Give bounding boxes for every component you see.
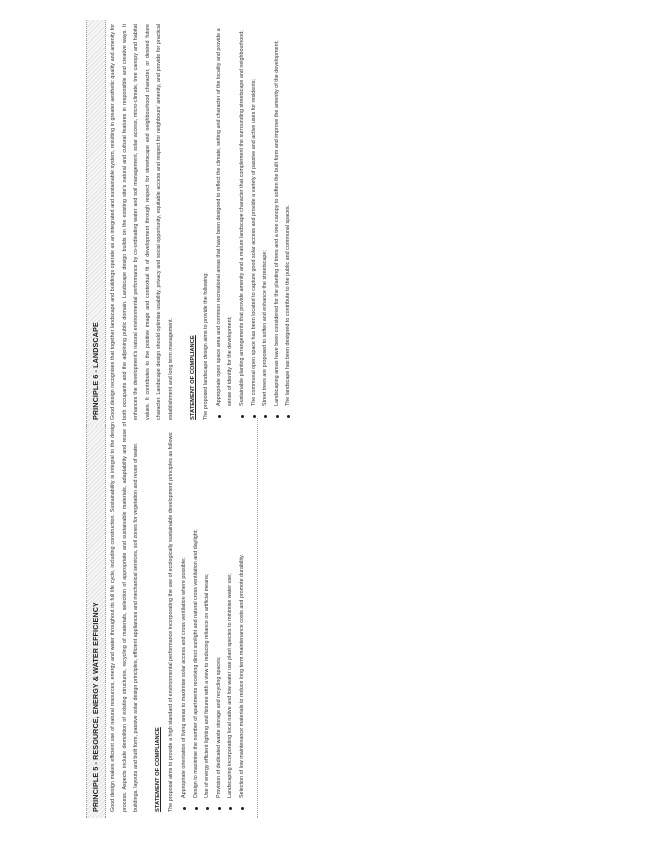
bullet-text: The landscape has been designed to contribute to the public and communal spaces.: [285, 204, 292, 406]
bullet-icon: [218, 415, 221, 418]
list-item: [179, 424, 191, 812]
bullet-icon: [253, 415, 256, 418]
bullet-text: The communal open space has been located to capture good solar access and provide a variety of passive and active uses for residents;: [250, 79, 257, 406]
principle-6-intro-text: Good design recognises that together landscape and buildings operate as an integrated and sustainable system, resulting in greater aesthetic quality and amenity for both occupants and the adjoining public domain. Landscape design builds on the existing site's natural and cultural features in responsible and creative ways. It enhances the development's natural environmental performance by co-ordinating water and soil management, solar access, micro-climate, tree canopy and habitat values. It contributes to the positive image and contextual fit of development through respect for streetscape and neighbourhood character, or desired future character. Landscape design should optimise usability, privacy and social opportunity, equitable access and respect for neighbours' amenity, and provide for practical establishment and long term management.: [110, 24, 174, 420]
list-item: [202, 424, 214, 812]
bullet-icon: [183, 807, 186, 810]
bullet-icon: [195, 807, 198, 810]
principle-5-intro-text: Good design makes efficient use of natural resources, energy and water throughout its full life cycle, including construction. Sustainability is integral to the design process. Aspects include demolition of existing structures, recycling of materials, selection of appropriate and sustainable materials, adaptability and reuse of buildings, layouts and built form, passive solar design principles, efficient appliances and mechanical services, soil zones for vegetation and reuse of water.: [110, 422, 140, 812]
bullet-icon: [206, 807, 209, 810]
principle-5-compliance-heading: STATEMENT OF COMPLIANCE: [154, 727, 161, 812]
bullet-icon: [287, 415, 290, 418]
bullet-text: Landscaping areas have been considered for the planting of trees and a tree canopy to soften the built form and improve the amenity of the development;: [273, 40, 280, 406]
principle-5-intro: [106, 418, 143, 818]
principle-6-compliance-heading: STATEMENT OF COMPLIANCE: [189, 335, 196, 420]
bullet-icon: [241, 415, 244, 418]
bullet-icon: [264, 415, 267, 418]
principle-6-compliance-lead: The proposed landscape design aims to provide the following:: [203, 272, 210, 420]
list-item: [283, 26, 295, 420]
list-item: [237, 424, 249, 812]
principle-5-compliance-lead: The proposal aims to provide a high standard of environmental performance incorporating the use of ecologically sustainable development principles as follows:: [168, 431, 175, 812]
bullet-text: Appropriate open space area and common recreational areas that have been designed to reflect the climate, setting and character of the locality and provide a sense of identity for the development;: [215, 28, 234, 406]
bullet-text: Use of energy efficient lighting and fixtures with a view to reducing reliance on artificial means;: [204, 573, 211, 798]
bullet-icon: [241, 807, 244, 810]
list-item: [260, 26, 272, 420]
bullet-text: Provision of dedicated waste storage and recycling spaces;: [215, 656, 222, 798]
principle-5-header: [86, 418, 106, 818]
bullet-text: Sustainable planting arrangements that provide amenity and a mature landscape character that complement the surrounding streetscape and neighbourhood;: [238, 30, 245, 406]
principle-6-title: PRINCIPLE 6 - LANDSCAPE: [91, 322, 101, 420]
principle-6-header: [86, 20, 106, 426]
list-item: [214, 424, 226, 812]
bullet-text: Appropriate orientation of living areas to maximise solar access and cross ventilation where possible;: [180, 557, 187, 798]
principle-6-intro: [106, 20, 178, 426]
bullet-text: Design to maximise the number of apartments receiving direct sunlight and natural cross ventilation and daylight;: [192, 529, 199, 798]
bullet-text: Street trees are proposed to soften and enhance the streetscape;: [262, 250, 269, 406]
principle-6-section: [86, 20, 295, 426]
list-item: [249, 26, 261, 420]
principle-5-bottom-rule: [257, 418, 258, 818]
bullet-text: Landscaping incorporating local native and low water use plant species to minimise water use;: [227, 573, 234, 798]
list-item: [214, 26, 237, 420]
list-item: [272, 26, 284, 420]
principle-6-bullet-list: [214, 20, 295, 426]
bullet-icon: [229, 807, 232, 810]
bullet-text: Selection of low maintenance materials to reduce long term maintenance costs and promote durability.: [238, 554, 245, 798]
principle-5-bullet-list: [179, 418, 249, 818]
list-item: [191, 424, 203, 812]
bullet-icon: [276, 415, 279, 418]
principle-5-title: PRINCIPLE 5 - RESOURCE, ENERGY & WATER EFFICIENCY: [91, 602, 101, 812]
list-item: [225, 424, 237, 812]
principle-5-section: [86, 418, 258, 818]
list-item: [237, 26, 249, 420]
bullet-icon: [218, 807, 221, 810]
